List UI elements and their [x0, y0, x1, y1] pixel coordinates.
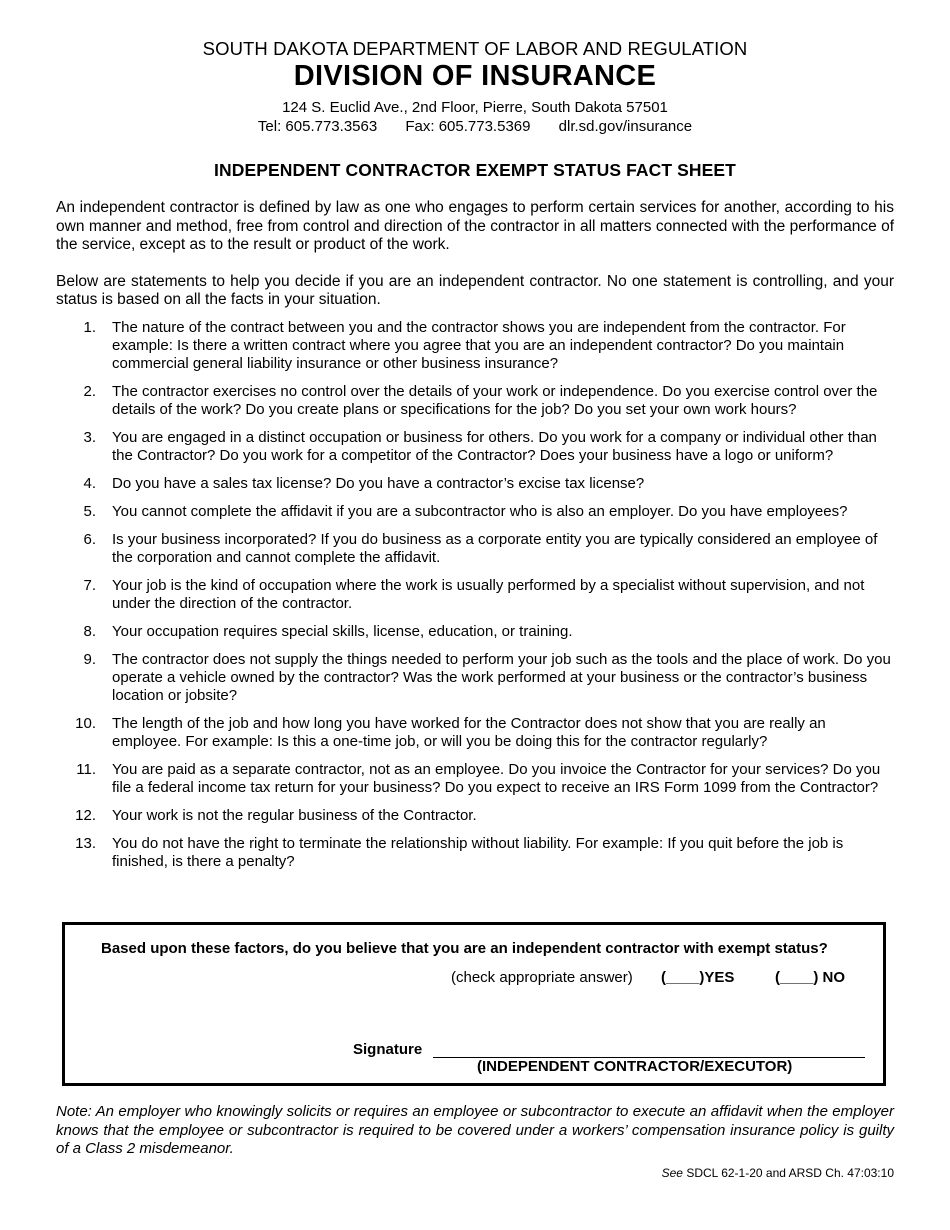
legal-note: Note: An employer who knowingly solicits or requires an employee or subcontractor to execute an affidavit when the employer knows that the employee or subcontractor is required to be covered under a workers’ compensation insurance policy is guilty of a Class 2 misdemeanor.	[56, 1103, 894, 1157]
statement-list	[56, 319, 894, 871]
statement-item: 4. Do you have a sales tax license? Do you have a contractor’s excise tax license?	[83, 474, 645, 492]
statement-item: 13. You do not have the right to terminate the relationship without liability. For example: If you quit before the job is finished, is there a penalty?	[75, 834, 844, 870]
statement-item: 1. The nature of the contract between you and the contractor shows you are independent from the contractor. For example: Is there a written contract where you agree that you are an independent contractor? Do you maintain commercial general liability insurance or other business insurance?	[83, 318, 846, 372]
statute-reference	[662, 1166, 894, 1180]
statement-item: 6. Is your business incorporated? If you do business as a corporate entity you are typically considered an employee of the corporation and cannot complete the affidavit.	[83, 530, 878, 566]
signature-caption: (INDEPENDENT CONTRACTOR/EXECUTOR)	[477, 1058, 793, 1075]
statement-item: 2. The contractor exercises no control over the details of your work or independence. Do you exercise control over the details of the work? Do you create plans or specifications for the job? Do you set your own work hours?	[83, 382, 878, 418]
document-page	[56, 38, 894, 881]
contact-line	[56, 117, 894, 136]
letterhead	[56, 38, 894, 136]
statute-citation: SDCL 62-1-20 and ARSD Ch. 47:03:10	[686, 1166, 894, 1180]
telephone: Tel: 605.773.3563	[257, 118, 378, 135]
statement-item: 7. Your job is the kind of occupation where the work is usually performed by a specialist without supervision, and not under the direction of the contractor.	[83, 576, 865, 612]
signature-label: Signature	[353, 1041, 423, 1058]
answer-box	[62, 922, 886, 1086]
office-address: 124 S. Euclid Ave., 2nd Floor, Pierre, South Dakota 57501	[282, 99, 668, 116]
exempt-status-question: Based upon these factors, do you believe that you are an independent contractor with exempt status?	[101, 940, 828, 957]
check-instruction: (check appropriate answer)	[451, 969, 633, 986]
department-name: SOUTH DAKOTA DEPARTMENT OF LABOR AND REGULATION	[202, 38, 748, 59]
statement-item: 9. The contractor does not supply the things needed to perform your job such as the tools and the place of work. Do you operate a vehicle owned by the contractor? Was the work performed at your business or the contractor’s business location or jobsite?	[83, 650, 891, 704]
statement-item: 11. You are paid as a separate contractor, not as an employee. Do you invoice the Contractor for your services? Do you file a federal income tax return for your business? Do you expect to receive an IRS Form 1099 from the Contractor?	[76, 760, 881, 796]
statement-item: 8. Your occupation requires special skills, license, education, or training.	[83, 622, 573, 640]
document-title: INDEPENDENT CONTRACTOR EXEMPT STATUS FACT SHEET	[214, 160, 736, 180]
fax: Fax: 605.773.5369	[405, 118, 531, 135]
statement-item: 10. The length of the job and how long you have worked for the Contractor does not show that you are really an employee. For example: Is this a one-time job, or will you be doing this for the contractor regularly?	[75, 714, 826, 750]
yes-checkbox[interactable]: (____)YES	[661, 969, 735, 986]
intro-paragraph: An independent contractor is defined by law as one who engages to perform certain services for another, according to his own manner and method, free from control and direction of the contractor in all matters connected with the performance of the service, except as to the result or product of the work.	[56, 199, 894, 253]
see-label: See	[661, 1166, 683, 1180]
instructions-paragraph: Below are statements to help you decide if you are an independent contractor. No one statement is controlling, and your status is based on all the facts in your situation.	[56, 272, 894, 308]
statement-item: 3. You are engaged in a distinct occupation or business for others. Do you work for a company or individual other than the Contractor? Do you work for a competitor of the Contractor? Does your business have a logo or uniform?	[83, 428, 877, 464]
division-name: DIVISION OF INSURANCE	[293, 60, 657, 92]
statement-item: 12. Your work is not the regular business of the Contractor.	[75, 806, 477, 824]
no-checkbox[interactable]: (____) NO	[775, 969, 846, 986]
statement-item: 5. You cannot complete the affidavit if you are a subcontractor who is also an employer. Do you have employees?	[83, 502, 848, 520]
website: dlr.sd.gov/insurance	[558, 118, 693, 135]
